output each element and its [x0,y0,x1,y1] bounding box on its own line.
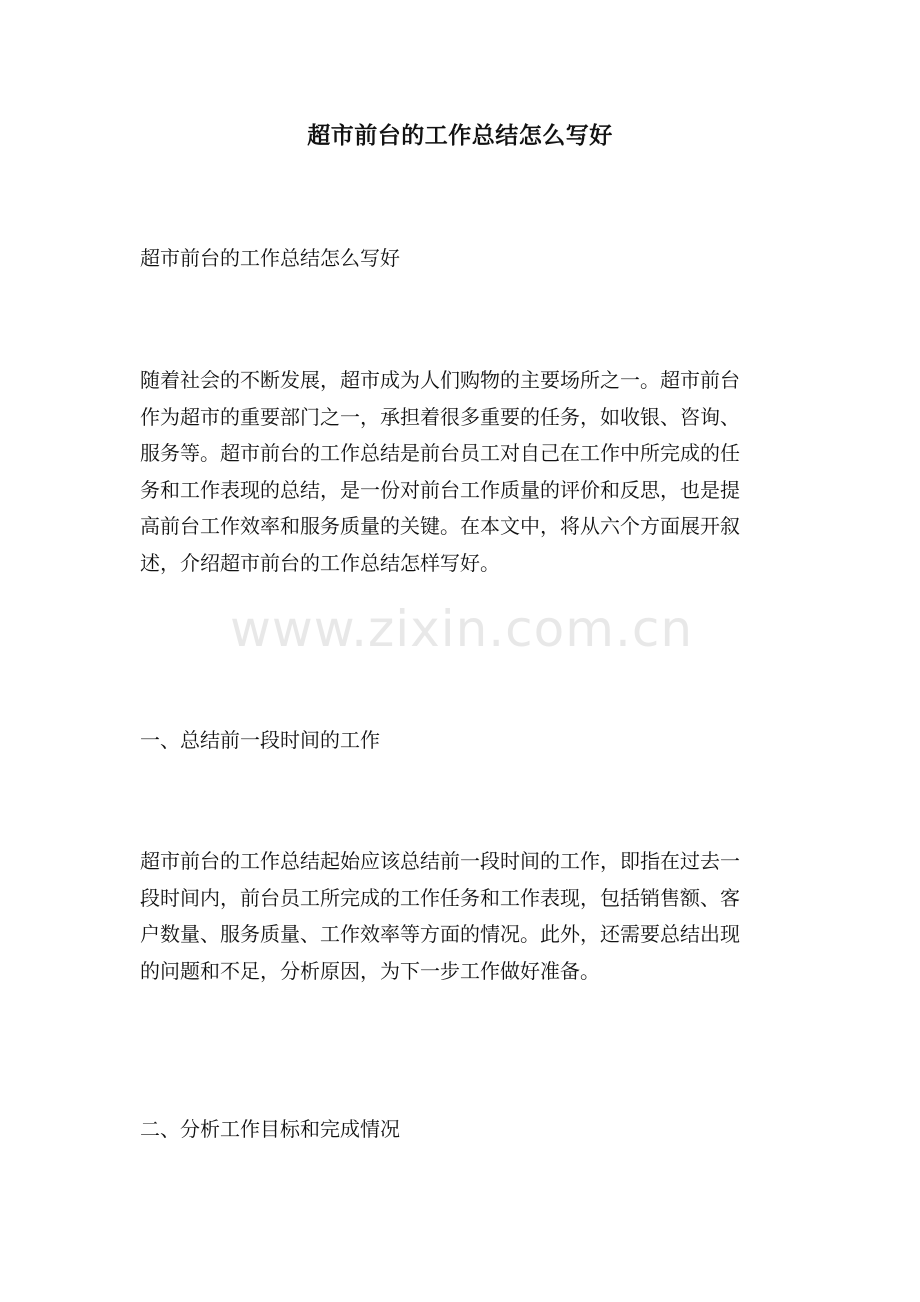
section-heading-2: 二、分析工作目标和完成情况 [140,1117,400,1141]
section1-line: 段时间内，前台员工所完成的工作任务和工作表现，包括销售额、客 [140,885,740,910]
intro-line: 述，介绍超市前台的工作总结怎样写好。 [140,550,500,575]
document-subtitle: 超市前台的工作总结怎么写好 [140,246,400,270]
section1-line: 的问题和不足，分析原因，为下一步工作做好准备。 [140,958,600,983]
section1-paragraph [140,843,790,989]
section-heading-1: 一、总结前一段时间的工作 [140,728,380,752]
section1-line: 户数量、服务质量、工作效率等方面的情况。此外，还需要总结出现 [140,922,740,946]
intro-line: 服务等。超市前台的工作总结是前台员工对自己在工作中所完成的任 [140,441,740,465]
watermark-text: www.zixin.com.cn [230,600,694,658]
intro-line: 务和工作表现的总结，是一份对前台工作质量的评价和反思，也是提 [140,477,740,502]
intro-line: 高前台工作效率和服务质量的关键。在本文中，将从六个方面展开叙 [140,514,740,538]
intro-line: 随着社会的不断发展，超市成为人们购物的主要场所之一。超市前台 [140,368,740,392]
document-title: 超市前台的工作总结怎么写好 [307,122,613,149]
intro-paragraph [140,362,790,581]
section1-line: 超市前台的工作总结起始应该总结前一段时间的工作，即指在过去一 [140,849,740,873]
intro-line: 作为超市的重要部门之一，承担着很多重要的任务，如收银、咨询、 [140,404,740,429]
